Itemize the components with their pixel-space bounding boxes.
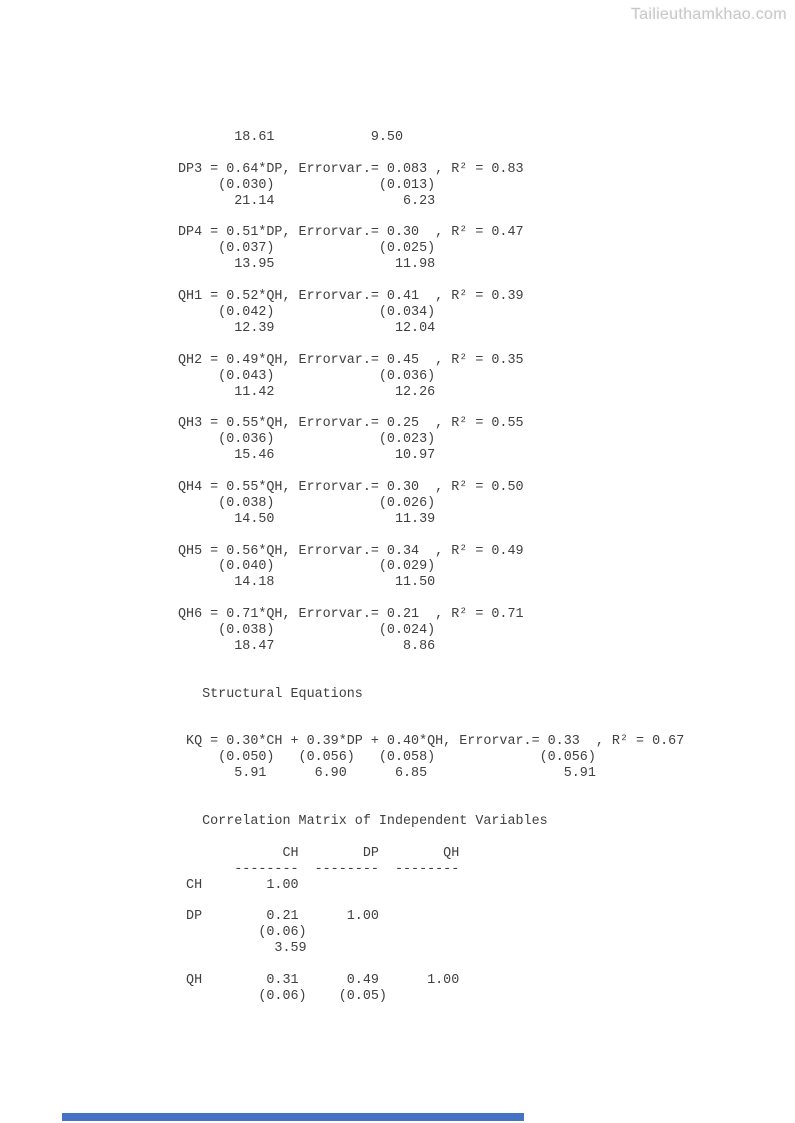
watermark-text: Tailieuthamkhao.com (631, 6, 787, 23)
lisrel-statistical-output: 18.61 9.50 DP3 = 0.64*DP, Errorvar.= 0.083 , R² = 0.83 (0.030) (0.013) 21.14 6.23 DP4 = 0.51*DP, Errorvar.= 0.30 , R² = 0.47 (0.037) (0.025) 13.95 11.98 QH1 = 0.52*QH, Errorvar.= 0.41 , R² = 0.39 (0.042) (0.034) 12.39 12.04 QH2 = 0.49*QH, Errorvar.= 0.45 , R² = 0.35 (0.043) (0.036) 11.42 12.26 QH3 = 0.55*QH, Errorvar.= 0.25 , R² = 0.55 (0.036) (0.023) 15.46 10.97 QH4 = 0.55*QH, Errorvar.= 0.30 , R² = 0.50 (0.038) (0.026) 14.50 11.39 QH5 = 0.56*QH, Errorvar.= 0.34 , R² = 0.49 (0.040) (0.029) 14.18 11.50 QH6 = 0.71*QH, Errorvar.= 0.21 , R² = 0.71 (0.038) (0.024) 18.47 8.86 Structural Equations KQ = 0.30*CH + 0.39*DP + 0.40*QH, Errorvar.= 0.33 , R² = 0.67 (0.050) (0.056) (0.058) (0.056) 5.91 6.90 6.85 5.91 Correlation Matrix of Independent Variables CH DP QH -------- -------- -------- CH 1.00 DP 0.21 1.00 (0.06) 3.59 QH 0.31 0.49 1.00 (0.06) (0.05) (178, 130, 685, 1004)
next-page-table-edge-bar (62, 1113, 524, 1121)
